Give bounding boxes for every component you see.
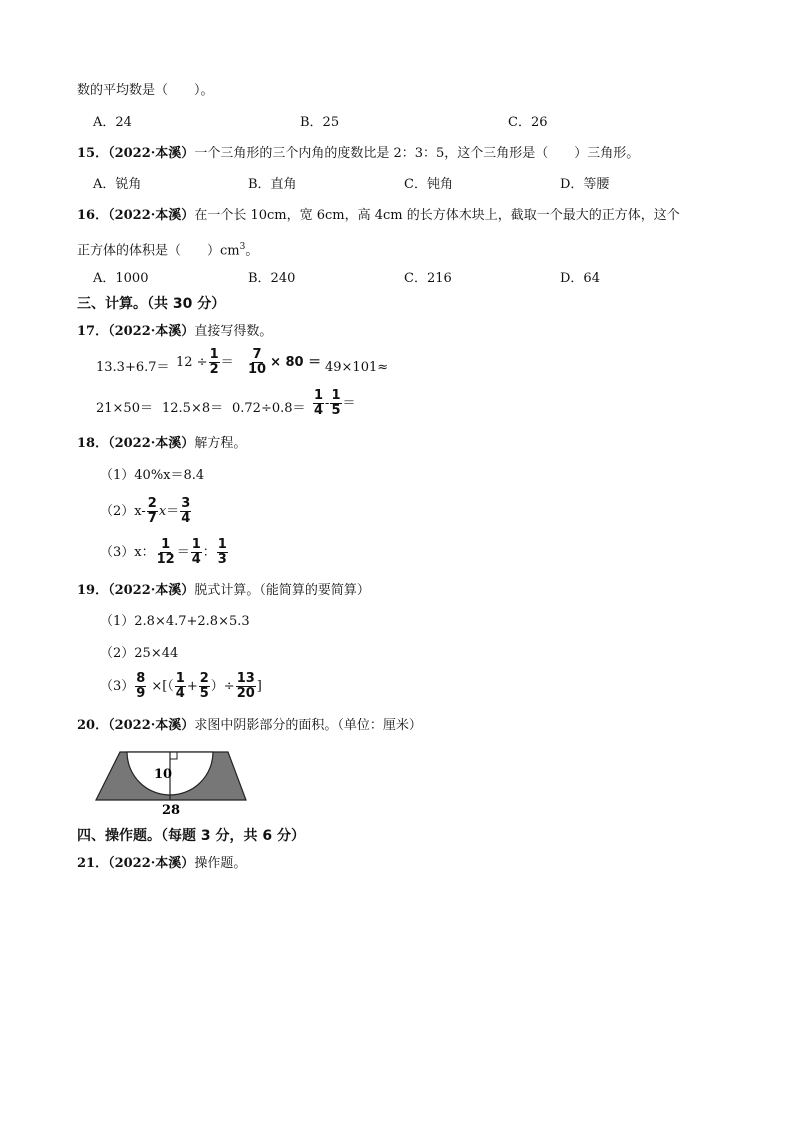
denominator: 7 [147, 511, 157, 526]
question-text: 一个三角形的三个内角的度数比是 2：3：5，这个三角形是（ ）三角形。 [194, 146, 640, 161]
expr-text: ×[（ [151, 678, 174, 694]
fraction [199, 672, 210, 701]
q20-stem [77, 718, 422, 734]
numerator: 13 [236, 671, 255, 686]
question-number: 21． [77, 856, 109, 871]
denominator: 5 [199, 686, 209, 701]
minus-sign: - [325, 395, 330, 411]
question-text: 正方体的体积是（ ）cm [77, 243, 240, 259]
q17-expr-7: 0.72÷0.8＝ [232, 401, 306, 416]
fraction [209, 348, 220, 377]
denominator: 10 [248, 362, 267, 377]
superscript: 3 [239, 242, 246, 252]
q17-expr-2 [176, 348, 234, 377]
q16-option-a: A．1000 [93, 271, 149, 286]
question-tag: （2022·本溪） [108, 436, 195, 451]
equals-sign: ＝ [176, 544, 190, 560]
expr-text: × 80 ＝ [270, 354, 322, 370]
q19-part-2: （2）25×44 [100, 646, 179, 661]
q17-expr-3 [246, 348, 321, 377]
denominator: 12 [156, 552, 175, 567]
q16-option-d: D．64 [560, 271, 600, 286]
period: 。 [245, 243, 259, 259]
question-tag: （2022·本溪） [108, 324, 195, 339]
q20-figure [92, 748, 252, 818]
question-number: 16． [77, 208, 109, 223]
question-number: 17． [77, 324, 109, 339]
numerator: 7 [252, 347, 262, 362]
q18-part-2 [100, 497, 192, 526]
question-text: 脱式计算。（能简算的要简算） [194, 583, 370, 598]
question-text: 解方程。 [194, 436, 247, 451]
q14-stem-tail: 数的平均数是（ ）。 [77, 83, 214, 98]
numerator: 1 [191, 537, 201, 552]
q14-option-b: B．25 [300, 115, 340, 130]
q15-stem [77, 146, 639, 162]
denominator: 20 [236, 686, 255, 701]
q19-part-3 [100, 672, 262, 701]
question-tag: （2022·本溪） [108, 583, 195, 598]
q16-option-c: C．216 [404, 271, 452, 286]
numerator: 1 [331, 388, 341, 403]
q14-option-a: A．24 [93, 115, 132, 130]
numerator: 1 [161, 537, 171, 552]
denominator: 4 [314, 403, 324, 418]
fraction [313, 389, 324, 418]
fraction [175, 672, 186, 701]
denominator: 4 [175, 686, 185, 701]
expr-text: ＝ [220, 354, 234, 370]
part-label: （3） [100, 544, 135, 560]
q15-option-b: B．直角 [248, 177, 297, 192]
numerator: 1 [314, 388, 324, 403]
q19-part-1: （1）2.8×4.7+2.8×5.3 [100, 614, 250, 629]
denominator: 2 [209, 362, 219, 377]
section-4-title: 四、操作题。（每题 3 分，共 6 分） [77, 828, 305, 844]
question-text: 求图中阴影部分的面积。（单位：厘米） [194, 718, 422, 733]
expr-text: x： [134, 544, 155, 560]
equals-sign: ＝ [342, 395, 356, 411]
numerator: 1 [175, 671, 185, 686]
question-number: 18． [77, 436, 109, 451]
equals-sign: ＝ [166, 503, 180, 519]
q17-expr-8 [312, 389, 356, 418]
expr-text: x- [134, 503, 146, 519]
question-number: 15． [77, 146, 109, 161]
numerator: 2 [199, 671, 209, 686]
part-label: （3） [100, 678, 135, 694]
base-label: 28 [162, 803, 181, 818]
denominator: 5 [331, 403, 341, 418]
denominator: 9 [136, 686, 146, 701]
q17-stem [77, 324, 272, 340]
numerator: 1 [217, 537, 227, 552]
fraction [330, 389, 341, 418]
plus-sign: + [186, 678, 198, 694]
denominator: 3 [217, 552, 227, 567]
fraction [217, 538, 228, 567]
q17-expr-4: 49×101≈ [325, 360, 389, 375]
q21-stem [77, 856, 246, 872]
q14-option-c: C．26 [508, 115, 548, 130]
question-tag: （2022·本溪） [108, 146, 195, 161]
q18-part-1: （1）40%x＝8.4 [100, 468, 205, 483]
section-3-title: 三、计算。（共 30 分） [77, 296, 226, 312]
q18-stem [77, 436, 246, 452]
fraction [156, 538, 176, 567]
expr-text: 12 ÷ [176, 354, 208, 370]
q17-expr-1: 13.3+6.7＝ [96, 360, 170, 375]
numerator: 2 [147, 496, 157, 511]
q15-option-a: A．锐角 [93, 177, 142, 192]
question-number: 20． [77, 718, 109, 733]
q17-expr-6: 12.5×8＝ [162, 401, 224, 416]
variable: x [158, 503, 167, 519]
fraction [236, 672, 256, 701]
q18-part-3 [100, 538, 229, 567]
q16-option-b: B．240 [248, 271, 296, 286]
height-label: 10 [154, 767, 173, 782]
question-tag: （2022·本溪） [108, 208, 195, 223]
fraction [247, 348, 267, 377]
q17-expr-5: 21×50＝ [96, 401, 153, 416]
fraction [191, 538, 202, 567]
denominator: 4 [191, 552, 201, 567]
question-number: 19． [77, 583, 109, 598]
expr-text: ）÷ [210, 678, 235, 694]
fraction [147, 497, 158, 526]
fraction [135, 672, 146, 701]
question-text: 在一个长 10cm，宽 6cm，高 4cm 的长方体木块上，截取一个最大的正方体，这个 [194, 208, 680, 223]
part-label: （2） [100, 503, 135, 519]
question-text: 直接写得数。 [194, 324, 273, 339]
question-tag: （2022·本溪） [108, 718, 195, 733]
q16-stem-line1 [77, 208, 680, 224]
q15-option-d: D．等腰 [560, 177, 610, 192]
q16-stem-line2 [77, 239, 258, 259]
expr-text: ] [256, 678, 262, 694]
question-text: 操作题。 [194, 856, 247, 871]
colon: ： [202, 544, 216, 560]
question-tag: （2022·本溪） [108, 856, 195, 871]
numerator: 3 [181, 496, 191, 511]
denominator: 4 [181, 511, 191, 526]
numerator: 8 [136, 671, 146, 686]
q19-stem [77, 583, 370, 599]
numerator: 1 [209, 347, 219, 362]
fraction [180, 497, 191, 526]
q15-option-c: C．钝角 [404, 177, 453, 192]
